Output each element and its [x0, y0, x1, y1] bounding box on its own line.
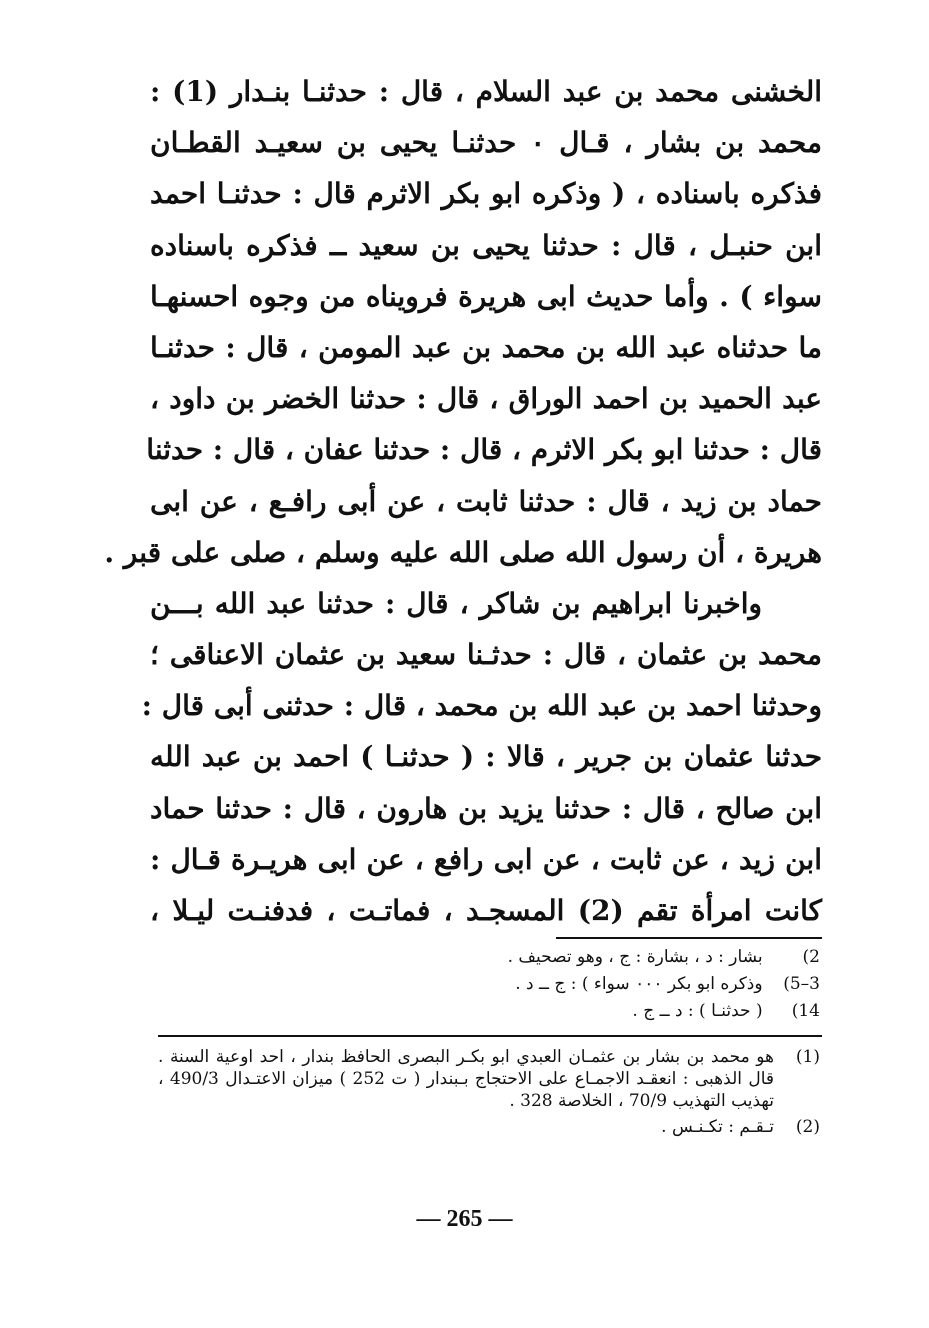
- variant-text: ( حدثنـا ) : د ــ ج .: [632, 1001, 763, 1021]
- variant-item: [330, 971, 820, 998]
- variant-item: [330, 944, 820, 971]
- footnote-number: (2): [795, 1117, 820, 1137]
- variant-item: [330, 998, 820, 1025]
- text-line: فذكره باسناده ، ( وذكره ابو بكر الاثرم قال : حدثنـا احمد: [150, 177, 822, 211]
- text-line: محمد بن عثمان ، قال : حدثـنا سعيد بن عثمان الاعناقى ؛: [150, 638, 822, 672]
- variant-number: 3–5): [783, 974, 820, 994]
- text-line: واخبرنا ابراهيم بن شاكر ، قال : حدثنا عبد الله بـــن: [150, 586, 762, 620]
- page-number: — 265 —: [416, 1206, 513, 1232]
- main-text-block: [104, 66, 823, 936]
- text-line: ابن زيد ، عن ثابت ، عن ابى رافع ، عن ابى هريـرة قـال :: [150, 842, 822, 876]
- text-line: ابن حنبـل ، قال : حدثنا يحيى بن سعيد ــ فذكره باسناده: [150, 228, 822, 262]
- footnotes: [158, 1046, 820, 1138]
- text-line: عبد الحميد بن احمد الوراق ، قال : حدثنا الخضر بن داود ،: [150, 382, 822, 416]
- text-line: قال : حدثنا ابو بكر الاثرم ، قال : حدثنا عفان ، قال : حدثنا: [146, 433, 822, 467]
- text-line: كانت امرأة تقم (2) المسجـد ، فماتـت ، فدفنـت ليـلا ،: [150, 894, 822, 927]
- text-line: محمد بن بشار ، قـال ٠ حدثنـا يحيى بن سعيـد القطـان: [150, 126, 822, 160]
- text-line: سواء ) . وأما حديث ابى هريرة فرويناه من وجوه احسنهـا: [150, 279, 822, 313]
- text-line: ما حدثناه عبد الله بن محمد بن عبد المومن ، قال : حدثنـا: [150, 330, 822, 364]
- footnotes-divider: [158, 1035, 822, 1037]
- footnote-item: [158, 1116, 820, 1138]
- text-line: ابن صالح ، قال : حدثنا يزيد بن هارون ، قال : حدثنا حماد: [150, 791, 822, 825]
- footnote-item: [158, 1046, 820, 1112]
- variant-number: 14): [791, 1001, 820, 1021]
- variants-divider: [556, 937, 822, 939]
- footnote-text: هو محمد بن بشار بن عثمـان العبدي ابو بكـر البصرى الحافظ بندار ، احد اوعية السنة . قال الذهبى : انعقـد الاجمـاع على الاحتجاج بـبندار ( ت 252 ) ميزان الاعتـدال 490/3 ، تهذيب التهذيب 70/9 ، الخلاصة 328 .: [158, 1047, 775, 1111]
- footnote-text: تـقـم : تكـنـس .: [661, 1117, 774, 1137]
- text-line: وحدثنا احمد بن عبد الله بن محمد ، قال : حدثنى أبى قال :: [141, 689, 822, 723]
- text-line: الخشنى محمد بن عبد السلام ، قال : حدثنـا بنـدار (1) :: [150, 75, 823, 108]
- text-line: هريرة ، أن رسول الله صلى الله عليه وسلم ، صلى على قبر .: [104, 535, 822, 569]
- footnote-number: (1): [795, 1047, 820, 1067]
- variant-number: 2): [802, 947, 820, 967]
- variant-text: وذكره ابو بكر ٠٠٠ سواء ) : ج ــ د .: [515, 974, 763, 994]
- text-line: حدثنا عثمان بن جرير ، قالا : ( حدثنـا ) احمد بن عبد الله: [150, 740, 822, 774]
- text-line: حماد بن زيد ، قال : حدثنا ثابت ، عن أبى رافـع ، عن ابى: [150, 484, 822, 518]
- variant-readings: [330, 944, 820, 1025]
- variant-text: بشار : د ، بشارة : ج ، وهو تصحيف .: [507, 947, 763, 967]
